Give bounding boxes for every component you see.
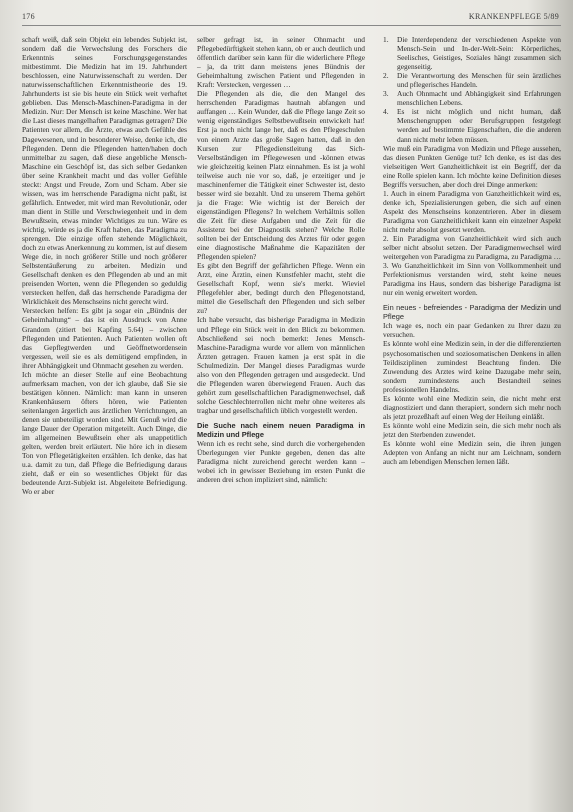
section-heading: Ein neues - befreiendes - Paradigma der Medizin und Pflege [383,303,561,322]
paragraph: Es könnte wohl eine Medizin sein, die sich mehr noch als jetzt den Sterbenden zuwendet. [383,420,561,439]
section-heading: Die Suche nach einem neuen Paradigma in Medizin und Pflege [197,420,365,439]
paragraph: 1. Auch in einem Paradigma von Ganzheitlichkeit wird es, denke ich, Spezialisierungen geben, die sich auf einen Aspekt des Menschseins konzentrieren. Aber in diesem Paradigma von Ganzheitlichkeit kann ein einzelner Aspekt nicht mehr absolut gesetzt werden. [383,188,561,234]
running-title: KRANKENPFLEGE 5/89 [468,12,559,21]
paragraph: Es könnte wohl eine Medizin sein, in der die differenzierten psychosomatischen und soziosomatischen Denkens in allen Teildisziplinen zumindest Beachtung finden. Die Zuwendung des Arztes wird keine Dazugabe mehr sein, sondern zumindestens auch Bestandteil seines professionellen Handelns. [383,339,561,394]
paragraph: Wenn ich es recht sehe, sind durch die vorhergehenden Überlegungen vier Punkte gegeben, denen das alte Paradigma nicht zureichend gerecht werden kann – wobei ich in gewisser Beziehung im ersten Punkt die anderen drei schon impliziert sind, nämlich: [197,438,365,485]
list-number: 1. [383,35,389,44]
list-item [383,107,561,143]
page-header [22,12,559,26]
paragraph: Ich möchte an dieser Stelle auf eine Beobachtung aufmerksam machen, von der ich glaube, daß Sie sie bestätigen können. Nämlich: man kann in unseren Krankenhäusern öfters hören, wie Patienten seitenlangen ärgerlich aus ärztlichen Verrichtungen, an denen sie unbeteiligt worden sind. Mit Genuß wird die lange Dauer der Operation mitgeteilt. Auch Dinge, die im allgemeinen Bewußtsein eher als unappetitlich gelten, werden breit erläutert. Nie höre ich in diesem Ton von Pflegetätigkeiten erzählen. Ich denke, das hat u.a. damit zu tun, daß Pflege die Befriedigung daraus zieht, daß er ein so wesentliches Objekt für das bedeutende Arzt-Subjekt ist. Abgeleitete Befriedigung. Wo er aber [22,369,187,497]
list-item-text: Die Verantwortung des Menschen für sein ärztliches und pflegerisches Handeln. [397,71,561,90]
list-item [383,89,561,107]
text-column-2 [197,35,365,484]
paragraph: 3. Wo Ganzheitlichkeit im Sinn von Vollkommenheit und Perfektionismus verstanden wird, steht keine neues Paradigma ins Haus, sondern das bisherige Paradigma ist nur ein wenig erweitert worden. [383,261,561,298]
paragraph: schaft weiß, daß sein Objekt ein lebendes Subjekt ist, sondern daß die Verwechslung des Forschers die Erkenntnis seines Forschungsgegenstandes mitbestimmt. Die Medizin hat im 19. Jahrhundert beschlossen, eine Naturwissenschaft zu werden. Der naturwissenschaftlichen Erkenntnistheorie des 19. Jahrhunderts ist sie bis heute ein Stück weit verhaftet geblieben. Das Mensch-Maschinen-Paradigma in der Medizin. Nur: Der Mensch ist keine Maschine. Wer hat die Last dieses mangelhaften Paradigmas getragen? Die Patienten vor allem, die Ärzte, etwas auch Gefühle des Dagewesenen, und in besonderer Weise, denke ich, die Pflegenden. Denn die Pflegenden hatten/haben doch unmittelbar zu sagen, daß diese angebliche Mensch-Maschine ein Geschöpf ist, das sich selber Gedanken über seine Krankheit macht und das voller Gefühle steckt: Angst und Freude, Zorn und Scham. Aber sie wissen, was im herrschende Paradigma nicht paßt, ist gefährlich. Entweder, mit wird man Revolutionär, oder man dient in Stille und Verschwiegenheit und in dem Bewußtsein, etwas minder Wichtiges zu tun. Wäre es wichtig, würde es ja die Kraft haben, das Paradigma zu sprengen. Die einzige offen stehende Möglichkeit, doch zu etwas Anerkennung zu kommen, ist auf diesem Wege die, in noch größerer Stille und noch größerer Selbstentäußerung zu arbeiten. Medizin und Gesellschaft denken es den Pflegenden ab und an mit preisenden Worten, wenn die Pflegenden so geduldig verstecken helfen, daß das herrschende Paradigma der Wirklichkeit des Menschseins nicht gerecht wird. [22,35,187,307]
page-number: 176 [22,12,35,21]
paragraph: Ich wage es, noch ein paar Gedanken zu Ihrer dazu zu versuchen. [383,321,561,340]
text-column-1 [22,35,187,496]
list-item [383,71,561,89]
list-item-text: Auch Ohnmacht und Abhängigkeit sind Erfahrungen menschlichen Lebens. [397,89,561,108]
text-column-3 [383,35,561,466]
numbered-list [383,35,561,144]
paragraph: Die Pflegenden als die, die den Mangel des herrschenden Paradigmas hautnah abfangen und auffangen … Kein Wunder, daß die Pflege lange Zeit so wenig eigenständiges Selbstbewußtsein entwickelt hat! Erst ja noch nicht lange her, daß es den Pflegeschulen von einem Arzte das große Sagen hatten, daß in den Kursen zur Pflegedienstleitung das Sich-Verselbständigen im Pflegewesen und -können etwas wie gleichzeitig keinen Platz einnahmen. Es ist ja wohl teilweise auch nie vor so, daß, je erzeitiger und je maschinenferner die Tätigkeit einer Schwester ist, desto besser wird sie bezahlt. Und zu unserem Thema gehört ja die Frage: Wie wichtig ist der Bereich der eigenständigen Pflegens? In welchem Verhältnis sollen die Zeit für diese Aufgaben und die Zeit für die Assistenz bei der Diagnostik stehen? Welche Rolle sollten bei der Entscheidung des Arztes für oder gegen eine diagnostische Maßnahme die Kapazitäten der Pflegenden spielen? [197,89,365,262]
paragraph: selber gefragt ist, in seiner Ohnmacht und Pflegebedürftigkeit stehen kann, ob er auch deutlich und öffentlich darüber sein kann für die widerlichere Pflege – ja, da tritt dann meistens jenes Bündnis der Geheimhaltung zwischen Patient und Pflegenden in Kraft: Verstecken, vergessen … [197,35,365,90]
paragraph: Ich habe versucht, das bisherige Paradigma in Medizin und Pflege ein Stück weit in den Blick zu bekommen. Abschließend sei noch bemerkt: Jenes Mensch-Maschine-Paradigma wurde vor allem von männlichen Ärzten getragen. Frauen kamen ja erst spät in die Schulmedizin. Der Mangel dieses Paradigmas wurde also von den Pflegenden getragen und ausgedeckt. Und die Pflegenden waren überwiegend Frauen. Auch das gehört zum gesellschaftlichen Paradigmenwechsel, daß solche Geschlechterrollen nicht mehr ohne weiteres als tragbar und gesellschaftlich üblich vorgestellt werden. [197,315,365,415]
paragraph: Es könnte wohl eine Medizin sein, die ihren jungen Adepten von Anfang an nicht nur am Leichnam, sondern auch am lebendigen Menschen lernen läßt. [383,438,561,467]
list-item-text: Es ist nicht möglich und nicht human, daß Menschengruppen oder Berufsgruppen festgelegt werden auf bestimmte Eigenschaften, die die anderen dann nicht mehr leben müssen. [397,107,561,144]
list-number: 3. [383,89,389,99]
list-number: 4. [383,107,389,117]
list-item [383,35,561,71]
paragraph: Wie muß ein Paradigma von Medizin und Pflege aussehen, das diesen Punkten Genüge tut? Ich denke, es ist das des vielseitigen Wert Ganzheitlichkeit ist ein Begriff, der da eine Rolle spielen kann. Ich möchte keine Definition dieses Begriffs versuchen, aber doch drei Dinge anmerken: [383,143,561,189]
list-item-text: Die Interdependenz der verschiedenen Aspekte von Mensch-Sein und In-der-Welt-Sein: Körperliches, Seelisches, Geistiges, Soziales hängt zusammen sich gegenseitig. [397,35,561,72]
header-rule [22,25,561,26]
paragraph: Es könnte wohl eine Medizin sein, die nicht mehr erst diagnostiziert und dann therapiert, sondern sich mehr noch als jetzt prozeßhaft auf einen Weg der Heilung einläßt. [383,393,561,421]
list-number: 2. [383,71,389,81]
paragraph: 2. Ein Paradigma von Ganzheitlichkeit wird sich auch selber nicht absolut setzen. Der Paradigmenwechsel wird weitergehen von Paradigma zu Paradigma, zu Paradigma … [383,234,562,262]
paragraph: Es gibt den Begriff der gefährlichen Pflege. Wenn ein Arzt, eine Ärztin, einen Kunstfehler macht, steht die Gesellschaft Kopf, wenn sie's merkt. Wieviel Pflegefehler aber, bedingt durch den Pflegenotstand, mittel die Gesellschaft den Pflegenden und sich selber zu? [197,261,365,316]
paragraph: Verstecken helfen: Es gibt ja sogar ein „Bündnis der Geheimhaltung“ – das ist ein Ausdruck von Anne Grandom (zitiert bei Kapfing 5.64) – zwischen Pflegenden und Patienten. Auch Patienten wollen oft das Gepflegtwerden und Geöffnetwordensein vergessen, weil sie es als demütigend empfinden, in ihrer Abhängigkeit und Ohnmacht gesehen zu werden. [22,306,187,370]
